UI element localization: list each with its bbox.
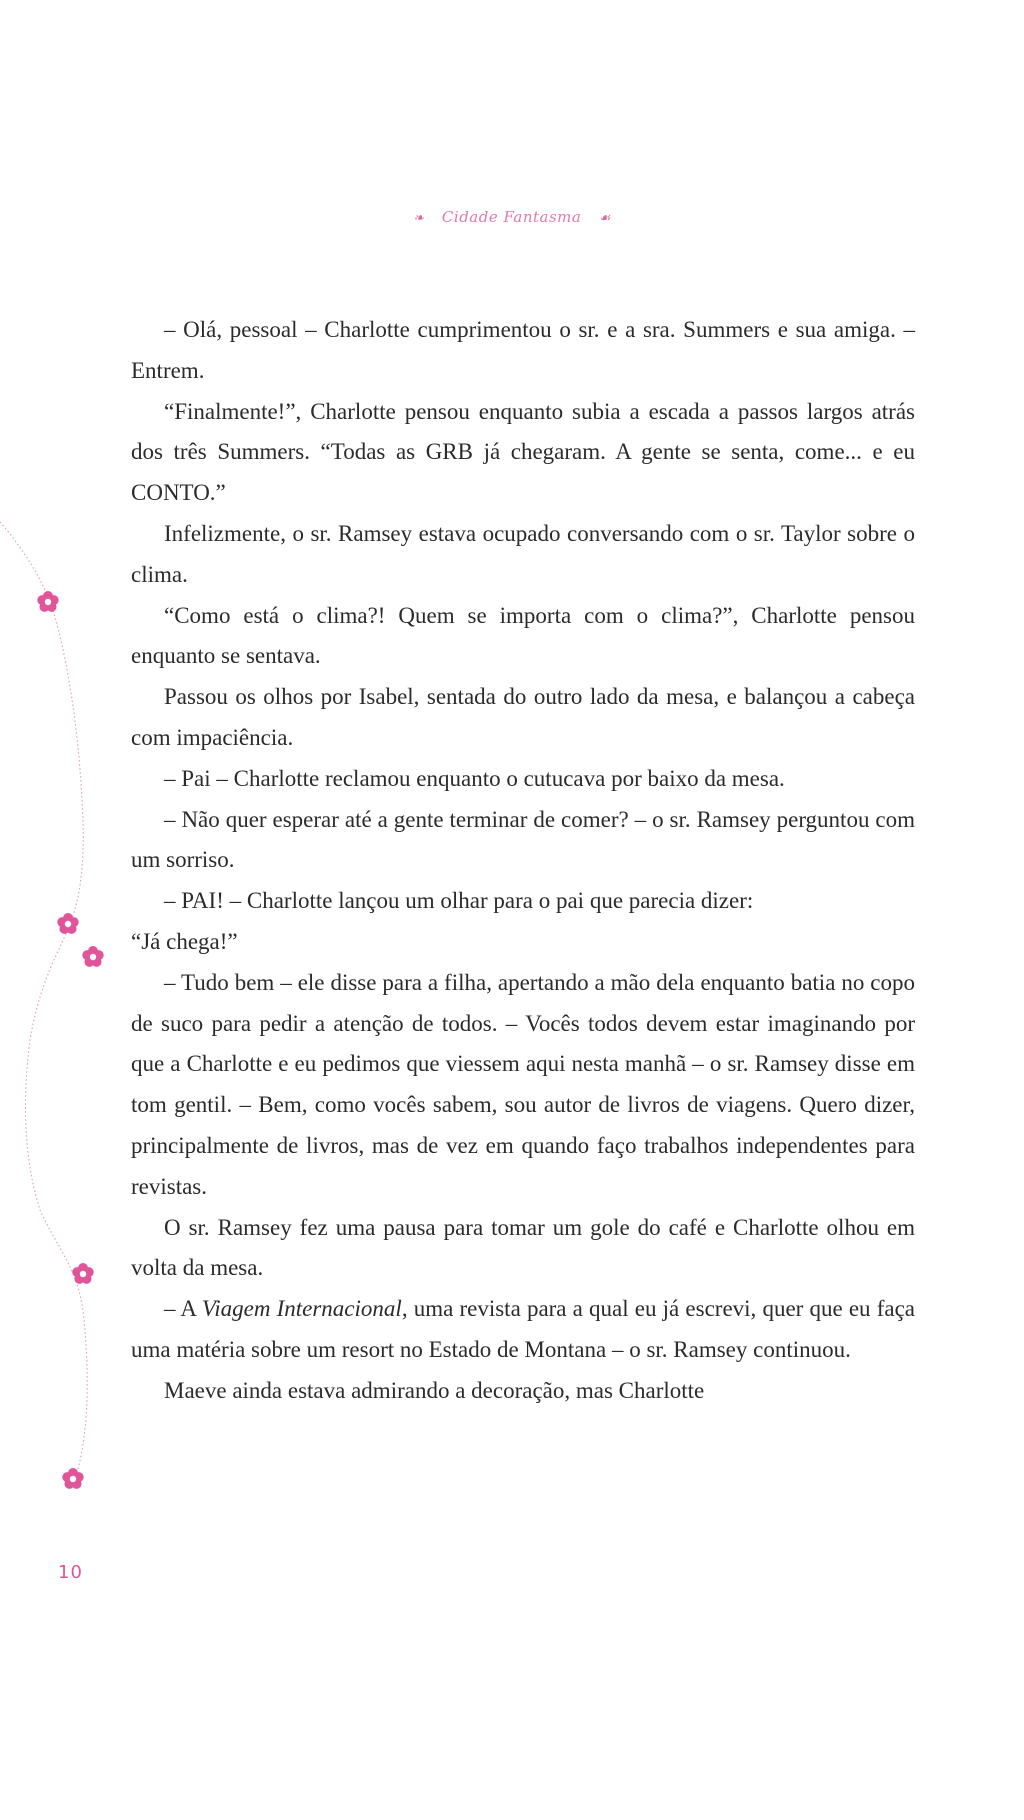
paragraph: – A Viagem Internacional, uma revista para a qual eu já escrevi, quer que eu faça uma matéria sobre um resort no Estado de Montana – o sr. Ramsey continuou. [131, 1296, 916, 1362]
flower-icon [82, 946, 103, 967]
flower-icon [37, 591, 58, 612]
chapter-body [131, 310, 915, 1412]
running-header [0, 208, 1024, 226]
paragraph: – PAI! – Charlotte lançou um olhar para o pai que parecia dizer: [164, 888, 754, 914]
paragraph: “Já chega!” [131, 928, 238, 954]
page-number: 10 [58, 1562, 83, 1583]
paragraph: Passou os olhos por Isabel, sentada do outro lado da mesa, e balançou a cabeça com impaciência. [131, 684, 915, 750]
book-title: Cidade Fantasma [441, 208, 582, 226]
flower-icon [72, 1263, 93, 1284]
flower-vine-decoration [0, 0, 140, 1820]
paragraph: – Pai – Charlotte reclamou enquanto o cutucava por baixo da mesa. [164, 765, 785, 791]
magazine-title: Viagem Internacional [201, 1296, 402, 1322]
paragraph: “Finalmente!”, Charlotte pensou enquanto subia a escada a passos largos atrás dos três Summers. “Todas as GRB já chegaram. A gente se senta, come... e eu CONTO.” [131, 398, 915, 506]
paragraph: – Tudo bem – ele disse para a filha, apertando a mão dela enquanto batia no copo de suco para pedir a atenção de todos. – Vocês todos devem estar imaginando por que a Charlotte e eu pedimos que viessem aqui nesta manhã – o sr. Ramsey disse em tom gentil. – Bem, como vocês sabem, sou autor de livros de viagens. Quero dizer, principalmente de livros, mas de vez em quando faço trabalhos independentes para revistas. [131, 969, 915, 1199]
paragraph: “Como está o clima?! Quem se importa com o clima?”, Charlotte pensou enquanto se sentava. [131, 602, 915, 669]
paragraph: Infelizmente, o sr. Ramsey estava ocupado conversando com o sr. Taylor sobre o clima. [131, 520, 915, 587]
flower-icon [62, 1468, 83, 1489]
paragraph: – Olá, pessoal – Charlotte cumprimentou o sr. e a sra. Summers e sua amiga. – Entrem. [131, 317, 915, 383]
paragraph: – Não quer esperar até a gente terminar de comer? – o sr. Ramsey perguntou com um sorriso. [131, 806, 915, 873]
paragraph: O sr. Ramsey fez uma pausa para tomar um gole do café e Charlotte olhou em volta da mesa. [131, 1214, 915, 1281]
ornament-right-icon: ☙ [598, 211, 611, 226]
paragraph: Maeve ainda estava admirando a decoração, mas Charlotte [164, 1377, 705, 1403]
flower-icon [57, 913, 78, 934]
ornament-left-icon: ❧ [413, 211, 425, 226]
